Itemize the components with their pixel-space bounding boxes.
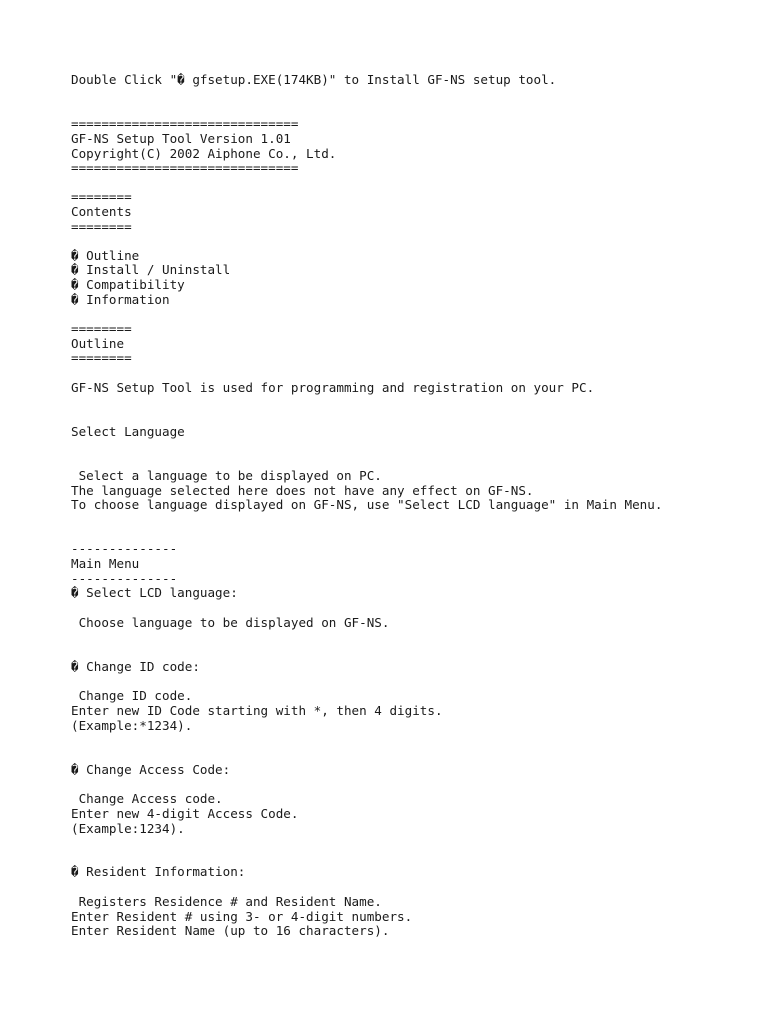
menu-section-text: Enter new 4-digit Access Code. <box>71 806 299 821</box>
menu-section-text: Enter new ID Code starting with *, then 4 digits. <box>71 703 443 718</box>
menu-section-text: Change Access code. <box>71 791 223 806</box>
menu-section-title: � Change ID code: <box>71 659 200 674</box>
contents-item: � Compatibility <box>71 277 185 292</box>
separator-bottom: ============================== <box>71 160 299 175</box>
menu-section-text: Enter Resident # using 3- or 4-digit numbers. <box>71 909 413 924</box>
select-language-text: To choose language displayed on GF-NS, use "Select LCD language" in Main Menu. <box>71 497 663 512</box>
separator: ======== <box>71 189 132 204</box>
contents-item: � Information <box>71 292 170 307</box>
menu-section-text: Choose language to be displayed on GF-NS. <box>71 615 390 630</box>
separator-dash: -------------- <box>71 541 178 556</box>
separator-dash: -------------- <box>71 571 178 586</box>
menu-section-text: (Example:1234). <box>71 821 185 836</box>
install-instruction: Double Click "� gfsetup.EXE(174KB)" to Install GF-NS setup tool. <box>71 72 557 87</box>
separator: ======== <box>71 321 132 336</box>
contents-item: � Outline <box>71 248 140 263</box>
menu-section-text: (Example:*1234). <box>71 718 193 733</box>
menu-section-title: � Resident Information: <box>71 864 246 879</box>
select-language-heading: Select Language <box>71 424 185 439</box>
select-language-text: The language selected here does not have any effect on GF-NS. <box>71 483 534 498</box>
document-title: GF-NS Setup Tool Version 1.01 <box>71 131 291 146</box>
menu-section-title: � Select LCD language: <box>71 585 238 600</box>
menu-section-title: � Change Access Code: <box>71 762 231 777</box>
select-language-text: Select a language to be displayed on PC. <box>71 468 382 483</box>
menu-section-text: Registers Residence # and Resident Name. <box>71 894 382 909</box>
copyright-notice: Copyright(C) 2002 Aiphone Co., Ltd. <box>71 146 337 161</box>
outline-heading: Outline <box>71 336 125 351</box>
contents-item: � Install / Uninstall <box>71 262 231 277</box>
separator: ======== <box>71 350 132 365</box>
contents-heading: Contents <box>71 204 132 219</box>
menu-section-text: Change ID code. <box>71 688 193 703</box>
menu-section-text: Enter Resident Name (up to 16 characters). <box>71 923 390 938</box>
separator: ======== <box>71 219 132 234</box>
separator-top: ============================== <box>71 116 299 131</box>
outline-text: GF-NS Setup Tool is used for programming and registration on your PC. <box>71 380 595 395</box>
main-menu-heading: Main Menu <box>71 556 140 571</box>
